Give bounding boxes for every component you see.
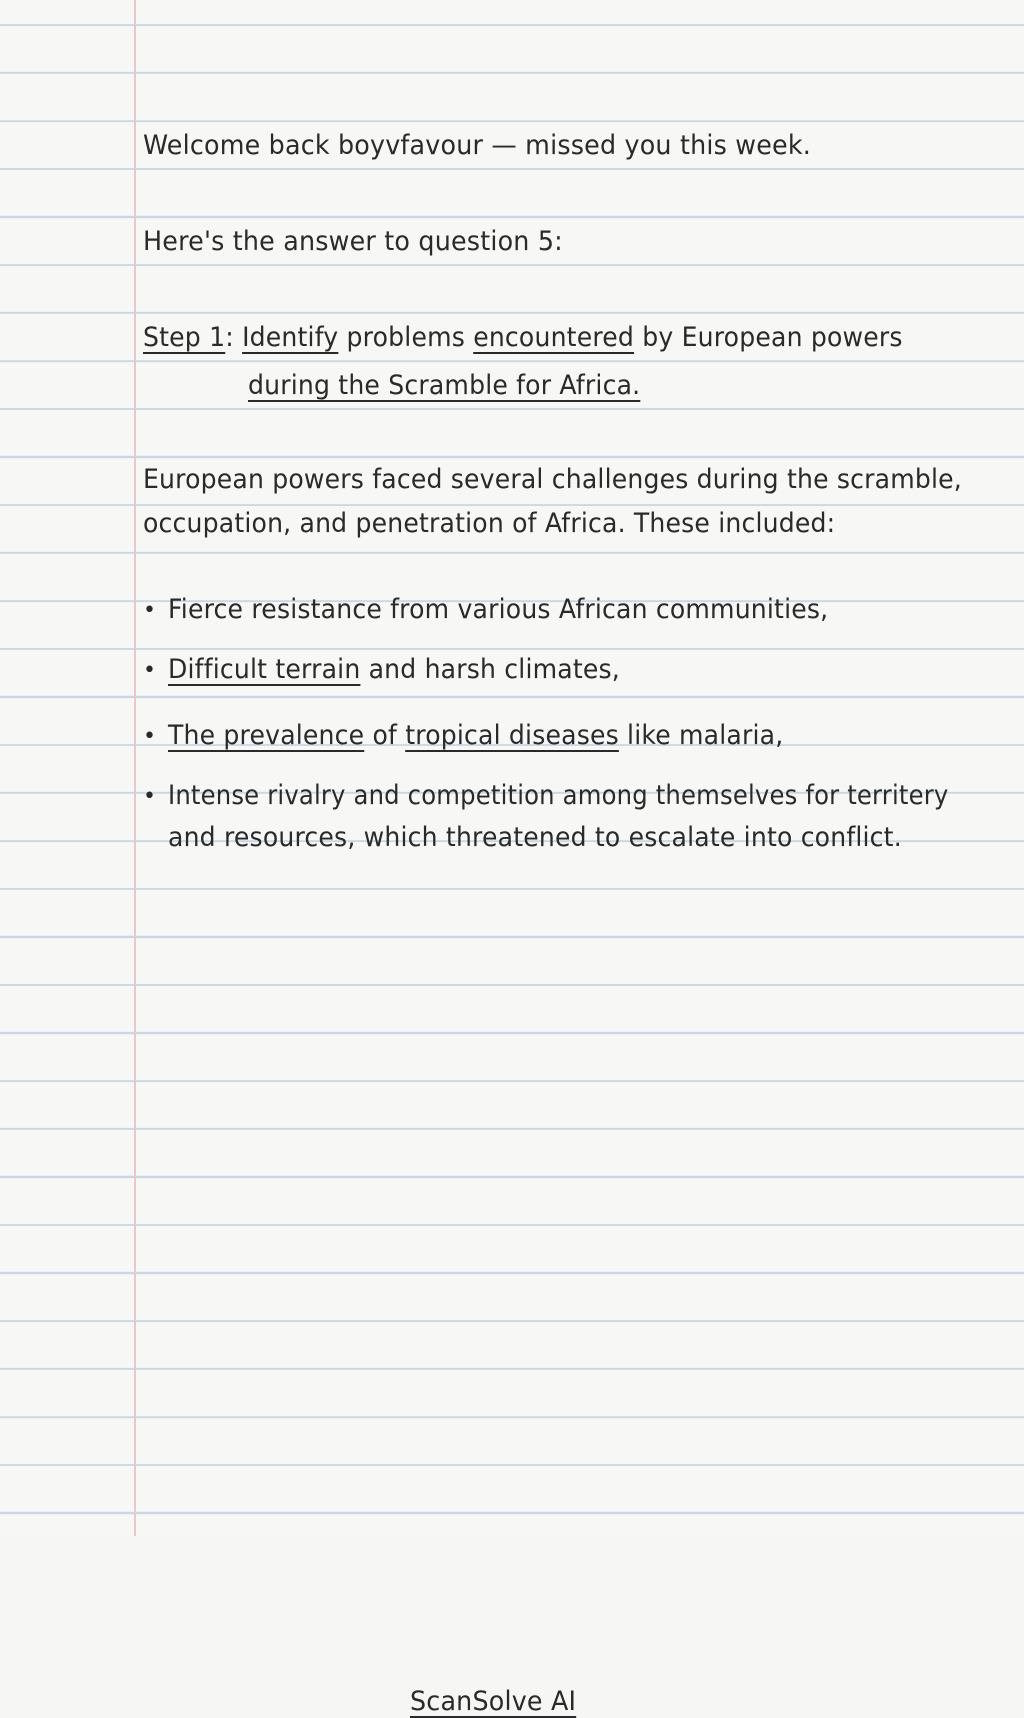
bullet-2-text — [168, 654, 620, 686]
bullet-4-line-2: and resources, which threatened to escalate into conflict. — [168, 822, 902, 853]
bullet-3-underlined-1: The prevalence — [168, 720, 365, 751]
step-word-encountered: encountered — [473, 322, 635, 353]
bullet-1-text: Fierce resistance from various African communities, — [168, 594, 829, 625]
bullet-3-text — [168, 720, 783, 752]
bullet-3-underlined-2: tropical diseases — [405, 720, 619, 751]
greeting-text: Welcome back boyvfavour — missed you this week. — [143, 130, 811, 161]
paragraph-line-2: occupation, and penetration of Africa. These included: — [143, 508, 836, 539]
bullet-2-underlined: Difficult terrain — [168, 654, 361, 685]
paragraph-line-1: European powers faced several challenges during the scramble, — [143, 464, 962, 495]
step-rest: by European powers — [642, 322, 903, 353]
bullet-3-of: of — [364, 720, 406, 751]
step-heading-line-2: during the Scramble for Africa. — [248, 370, 641, 401]
bullet-4-line-1: Intense rivalry and competition among themselves for territery — [168, 780, 949, 811]
signature: ScanSolve AI — [410, 1686, 577, 1717]
bullet-dot: • — [143, 784, 156, 809]
bullet-dot: • — [143, 724, 156, 749]
step-colon: : — [225, 322, 234, 353]
margin-line — [134, 0, 136, 1536]
step-word-problems: problems — [346, 322, 466, 353]
step-label: Step 1 — [143, 322, 226, 353]
intro-text: Here's the answer to question 5: — [143, 226, 563, 257]
step-word-identify: Identify — [242, 322, 339, 353]
bullet-3-rest: like malaria, — [618, 720, 784, 751]
bullet-dot: • — [143, 658, 156, 683]
step-heading-line-1 — [143, 322, 903, 354]
bullet-2-rest: and harsh climates, — [360, 654, 620, 685]
bullet-dot: • — [143, 598, 156, 623]
